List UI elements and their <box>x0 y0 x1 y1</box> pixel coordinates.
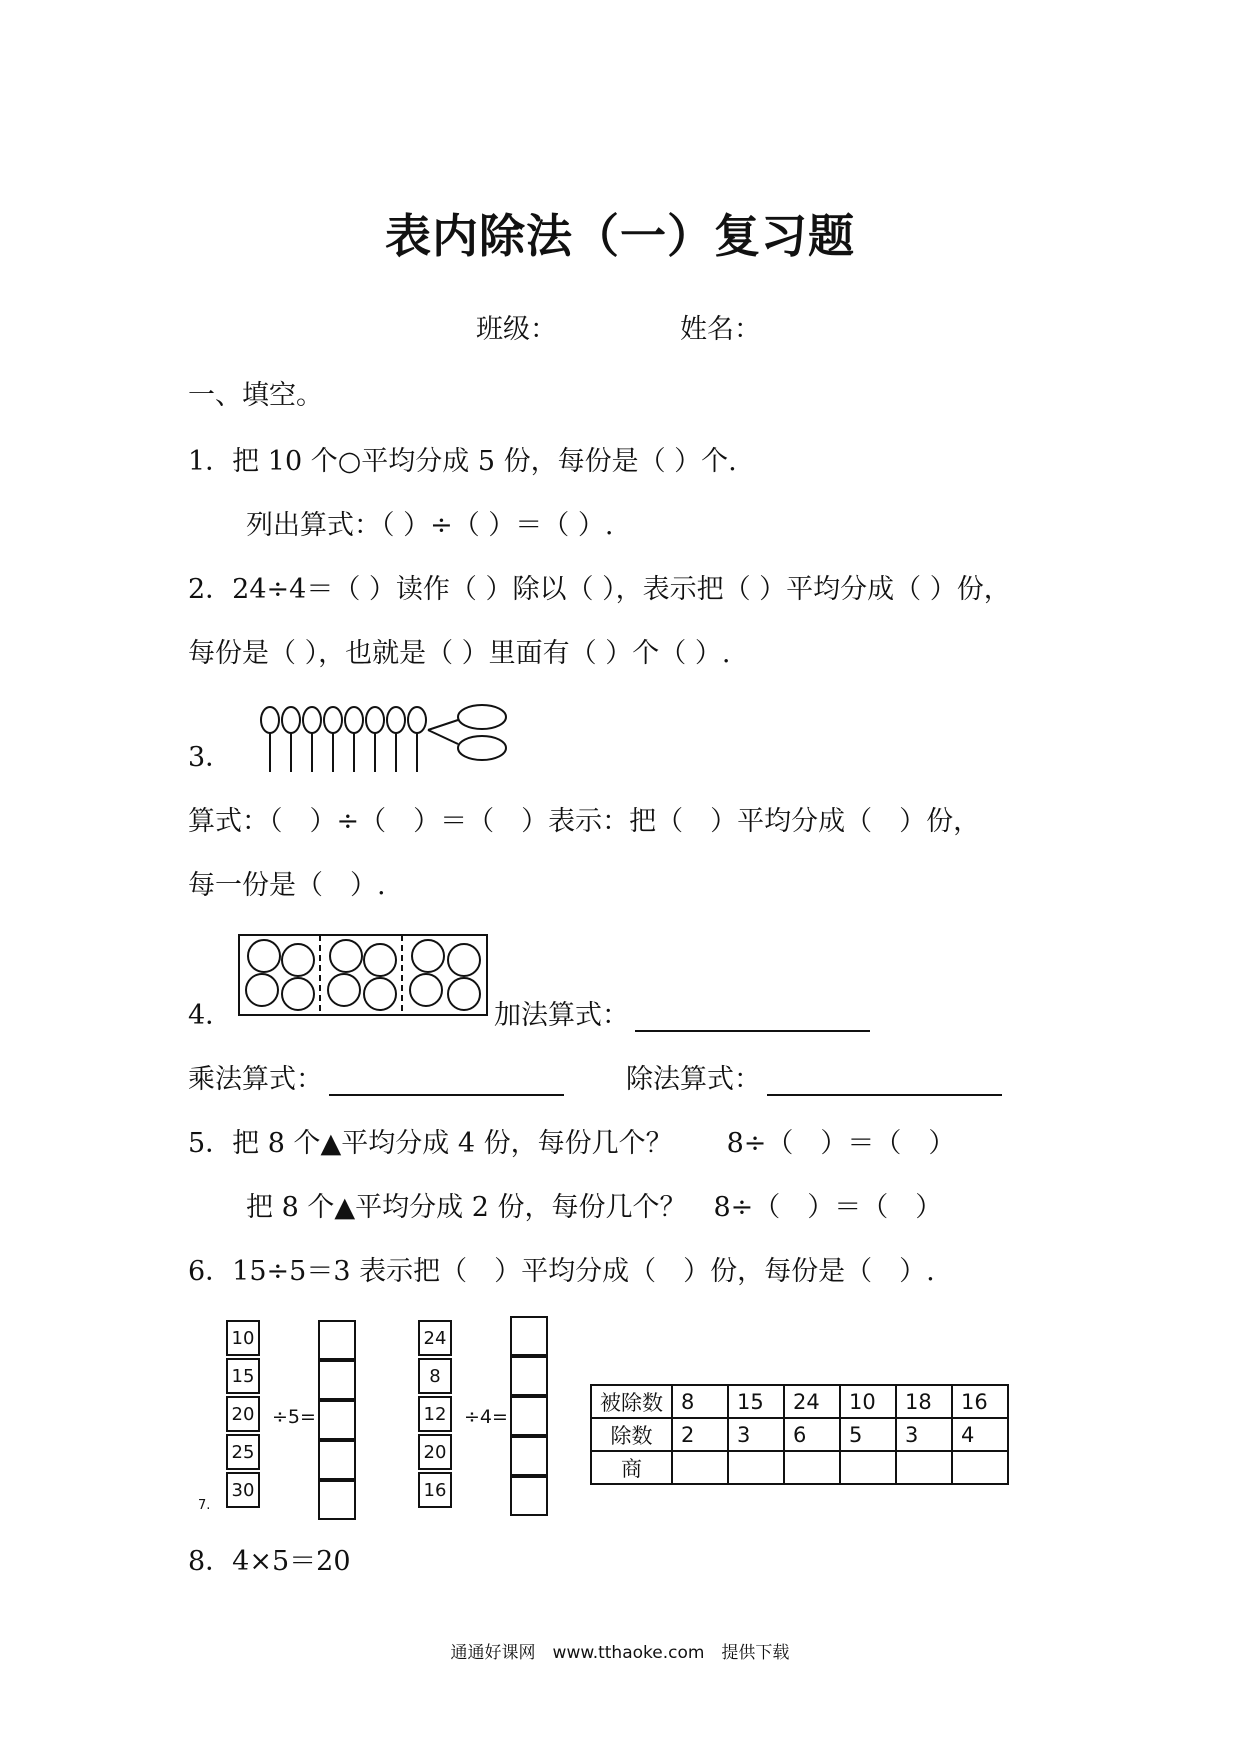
answer-cell[interactable] <box>672 1451 728 1484</box>
q6-line: 6．15÷5＝3 表示把（ ）平均分成（ ）份，每份是（ ）. <box>188 1256 935 1287</box>
table-cell: 10 <box>840 1385 896 1418</box>
q7-col2-cell: 24 <box>418 1320 452 1356</box>
page-title: 表内除法（一）复习题 <box>385 209 855 263</box>
q7-operator-2: ÷4= <box>464 1406 508 1428</box>
q7-answer-box[interactable] <box>510 1436 548 1476</box>
q4-addition-blank[interactable] <box>635 1004 870 1032</box>
answer-cell[interactable] <box>840 1451 896 1484</box>
q4-multiplication-row <box>188 1064 564 1096</box>
q7-col2-cell: 12 <box>418 1396 452 1432</box>
q8-line: 8．4×5＝20 <box>188 1546 351 1577</box>
q3-line2: 每一份是（ ）. <box>188 870 386 901</box>
q7-col1-cell: 20 <box>226 1396 260 1432</box>
class-label: 班级： <box>476 314 557 345</box>
table-cell: 18 <box>896 1385 952 1418</box>
q4-division-blank[interactable] <box>767 1068 1002 1096</box>
table-cell: 24 <box>784 1385 840 1418</box>
q7-division-table <box>590 1384 1009 1485</box>
q7-answer-box[interactable] <box>318 1480 356 1520</box>
table-cell: 15 <box>728 1385 784 1418</box>
q4-multiplication-label: 乘法算式： <box>188 1064 323 1095</box>
q3-number: 3． <box>188 742 233 773</box>
row-label-dividend: 被除数 <box>591 1385 672 1418</box>
q3-lollipop-figure <box>258 700 514 782</box>
q4-multiplication-blank[interactable] <box>329 1068 564 1096</box>
q7-number: 7. <box>198 1498 211 1513</box>
q7-answer-box[interactable] <box>318 1440 356 1480</box>
q7-answer-box[interactable] <box>510 1356 548 1396</box>
table-cell: 6 <box>784 1418 840 1451</box>
q5-line2: 把 8 个▲平均分成 2 份，每份几个？ 8÷（ ）＝（ ） <box>246 1192 943 1223</box>
q4-circles-figure <box>238 934 490 1018</box>
q7-col2-cell: 20 <box>418 1434 452 1470</box>
table-row <box>591 1418 1008 1451</box>
q7-answer-box[interactable] <box>318 1360 356 1400</box>
q7-col2-cell: 8 <box>418 1358 452 1394</box>
answer-cell[interactable] <box>952 1451 1008 1484</box>
q7-col1-cell: 25 <box>226 1434 260 1470</box>
q4-number: 4． <box>188 1000 233 1031</box>
q7-col1-cell: 10 <box>226 1320 260 1356</box>
answer-cell[interactable] <box>784 1451 840 1484</box>
table-row <box>591 1385 1008 1418</box>
q4-division-row <box>626 1064 1002 1096</box>
answer-cell[interactable] <box>728 1451 784 1484</box>
row-label-divisor: 除数 <box>591 1418 672 1451</box>
table-row <box>591 1451 1008 1484</box>
q2-line2: 每份是（ ），也就是（ ）里面有（ ）个（ ）. <box>188 638 731 669</box>
table-cell: 5 <box>840 1418 896 1451</box>
q4-addition-row <box>494 1000 870 1032</box>
q7-answer-box[interactable] <box>318 1400 356 1440</box>
q5-line1: 5．把 8 个▲平均分成 4 份，每份几个？ 8÷（ ）＝（ ） <box>188 1128 956 1159</box>
q7-answer-box[interactable] <box>510 1476 548 1516</box>
q3-line1: 算式：（ ）÷（ ）＝（ ）表示：把（ ）平均分成（ ）份， <box>188 806 981 837</box>
q4-division-label: 除法算式： <box>626 1064 761 1095</box>
section-heading: 一、填空。 <box>188 380 323 411</box>
row-label-quotient: 商 <box>591 1451 672 1484</box>
table-cell: 4 <box>952 1418 1008 1451</box>
table-cell: 3 <box>728 1418 784 1451</box>
q7-col1-cell: 15 <box>226 1358 260 1394</box>
name-label: 姓名： <box>680 314 761 345</box>
q2-line1: 2．24÷4＝（ ）读作（ ）除以（ ），表示把（ ）平均分成（ ）份， <box>188 574 1011 605</box>
q7-col2-cell: 16 <box>418 1472 452 1508</box>
q7-answer-box[interactable] <box>318 1320 356 1360</box>
q1-line1: 1．把 10 个○平均分成 5 份，每份是（ ）个. <box>188 446 737 477</box>
q1-line2: 列出算式：（ ）÷（ ）＝（ ）. <box>246 510 614 541</box>
q7-operator-1: ÷5= <box>272 1406 316 1428</box>
table-cell: 3 <box>896 1418 952 1451</box>
q7-col1-cell: 30 <box>226 1472 260 1508</box>
q7-answer-box[interactable] <box>510 1316 548 1356</box>
table-cell: 8 <box>672 1385 728 1418</box>
answer-cell[interactable] <box>896 1451 952 1484</box>
q4-addition-label: 加法算式： <box>494 1000 629 1031</box>
table-cell: 2 <box>672 1418 728 1451</box>
table-cell: 16 <box>952 1385 1008 1418</box>
footer-text: 通通好课网 www.tthaoke.com 提供下载 <box>450 1643 790 1663</box>
q7-answer-box[interactable] <box>510 1396 548 1436</box>
